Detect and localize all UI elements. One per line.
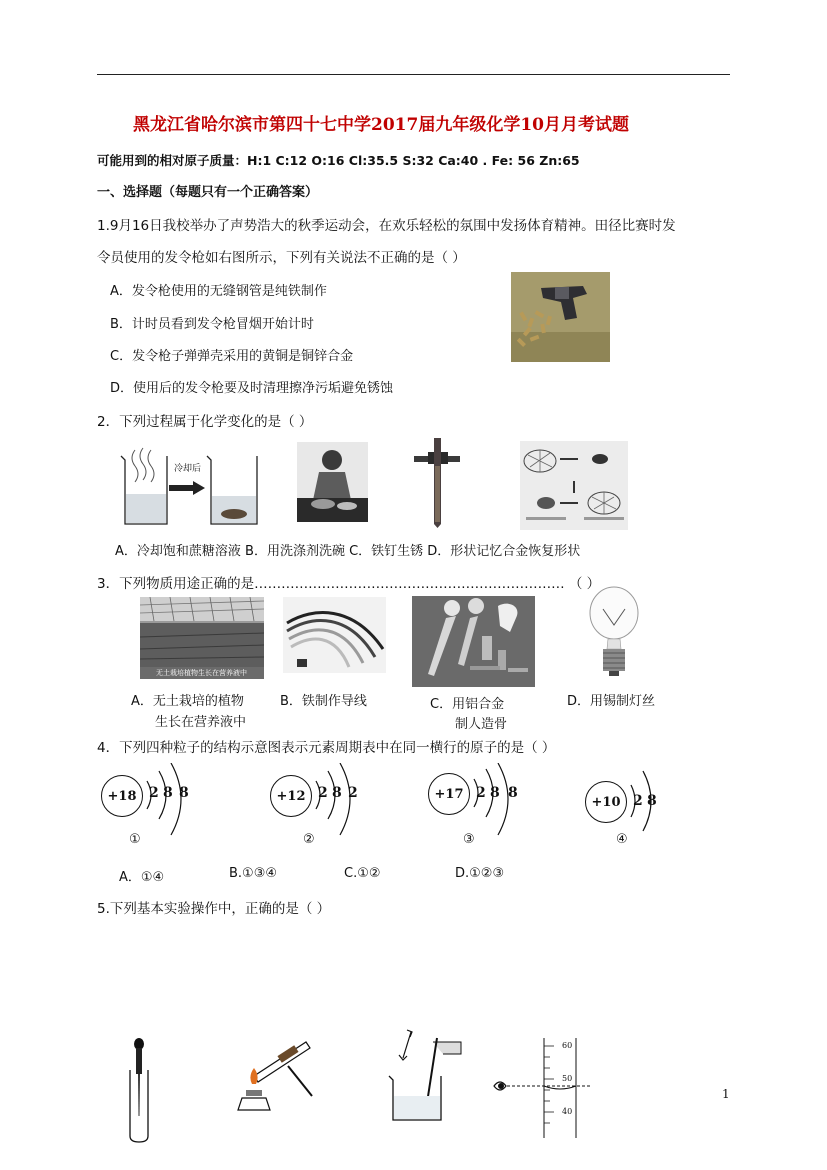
page-number: 1 <box>722 1087 730 1101</box>
q3-caption-c-line2: 制人造骨 <box>455 717 508 732</box>
q3-caption-a-line1: A．无土栽培的植物 <box>131 694 244 709</box>
q3-caption-b: B．铁制作导线 <box>280 694 367 709</box>
atom-1-label: ① <box>129 832 141 847</box>
atom-4-shell-1: 2 <box>633 793 643 809</box>
atom-diagram-2 <box>270 763 370 863</box>
reading-cylinder-figure <box>490 1038 592 1138</box>
heating-test-tube-figure <box>236 1036 314 1112</box>
artificial-bone-photo <box>412 596 535 687</box>
section-heading: 一、选择题（每题只有一个正确答案） <box>97 185 319 200</box>
atom-2-shell-3: 2 <box>348 785 358 801</box>
q4-option-b: B.①③④ <box>229 866 278 881</box>
atom-1-shell-2: 8 <box>163 785 173 801</box>
q4-option-c: C.①② <box>344 866 381 881</box>
dropper-in-test-tube-figure <box>127 1036 151 1144</box>
starter-pistol-photo <box>511 272 610 362</box>
header-rule <box>97 74 730 75</box>
exam-title: 黑龙江省哈尔滨市第四十七中学2017届九年级化学10月月考试题 <box>133 115 629 135</box>
q3-caption-c-line1: C．用铝合金 <box>430 697 505 712</box>
atom-2-nucleus: +12 <box>270 775 312 817</box>
q3-caption-a-line2: 生长在营养液中 <box>155 715 247 730</box>
cylinder-tick-40: 40 <box>562 1107 573 1116</box>
q5-stem: 5.下列基本实验操作中，正确的是（ ） <box>97 901 331 917</box>
atom-1-shell-3: 8 <box>179 785 189 801</box>
atom-3-shell-3: 8 <box>508 785 518 801</box>
dishwashing-photo <box>297 442 368 522</box>
atom-4-shell-2: 8 <box>647 793 657 809</box>
atom-4-nucleus: +10 <box>585 781 627 823</box>
atom-2-shell-2: 8 <box>332 785 342 801</box>
stirring-beaker-figure <box>385 1028 465 1124</box>
hydroponics-photo-caption: 无土栽培植物生长在营养液中 <box>156 669 247 677</box>
q1-stem-line1: 1.9月16日我校举办了声势浩大的秋季运动会，在欢乐轻松的氛围中发扬体育精神。田径比赛时发 <box>97 218 676 234</box>
q1-option-b: B．计时员看到发令枪冒烟开始计时 <box>110 317 314 332</box>
rusty-nail-photo <box>414 436 460 528</box>
atom-diagram-1 <box>101 763 201 863</box>
atom-1-shell-1: 2 <box>149 785 159 801</box>
q2-stem: 2．下列过程属于化学变化的是（ ） <box>97 414 313 430</box>
atom-diagram-3 <box>428 763 528 863</box>
atom-3-shell-2: 8 <box>490 785 500 801</box>
q4-option-a: A．①④ <box>119 870 165 885</box>
q1-stem-line2: 令员使用的发令枪如右图所示，下列有关说法不正确的是（ ） <box>97 250 466 266</box>
cylinder-tick-60: 60 <box>562 1041 573 1050</box>
atom-2-label: ② <box>303 832 315 847</box>
cylinder-tick-50: 50 <box>562 1074 573 1083</box>
q4-stem: 4．下列四种粒子的结构示意图表示元素周期表中在同一横行的原子的是（ ） <box>97 740 556 756</box>
q1-option-a: A．发令枪使用的无缝钢管是纯铁制作 <box>110 284 327 299</box>
atom-1-nucleus: +18 <box>101 775 143 817</box>
light-bulb-photo <box>583 585 645 677</box>
atom-2-shell-1: 2 <box>318 785 328 801</box>
beaker-label: 冷却后 <box>174 464 202 474</box>
q1-option-c: C．发令枪子弹弹壳采用的黄铜是铜锌合金 <box>110 349 354 364</box>
q4-option-d: D.①②③ <box>455 866 505 881</box>
atom-3-shell-1: 2 <box>476 785 486 801</box>
q1-option-d: D．使用后的发令枪要及时清理擦净污垢避免锈蚀 <box>110 381 394 396</box>
atom-3-label: ③ <box>463 832 475 847</box>
atom-3-nucleus: +17 <box>428 773 470 815</box>
q2-options: A．冷却饱和蔗糖溶液 B．用洗涤剂洗碗 C．铁钉生锈 D．形状记忆合金恢复形状 <box>115 544 581 559</box>
atom-4-label: ④ <box>616 832 628 847</box>
shape-memory-alloy-figure <box>520 441 628 530</box>
q3-caption-d: D．用锡制灯丝 <box>567 694 656 709</box>
q3-stem: 3．下列物质用途正确的是…………………………………………………………… （ ） <box>97 576 601 592</box>
atomic-masses: 可能用到的相对原子质量：H:1 C:12 O:16 Cl:35.5 S:32 Ca:40 . Fe: 56 Zn:65 <box>97 153 580 168</box>
atom-diagram-4 <box>585 763 665 863</box>
wires-photo <box>283 597 386 673</box>
cooling-beakers-figure <box>115 444 272 530</box>
hydroponics-photo <box>140 597 264 679</box>
